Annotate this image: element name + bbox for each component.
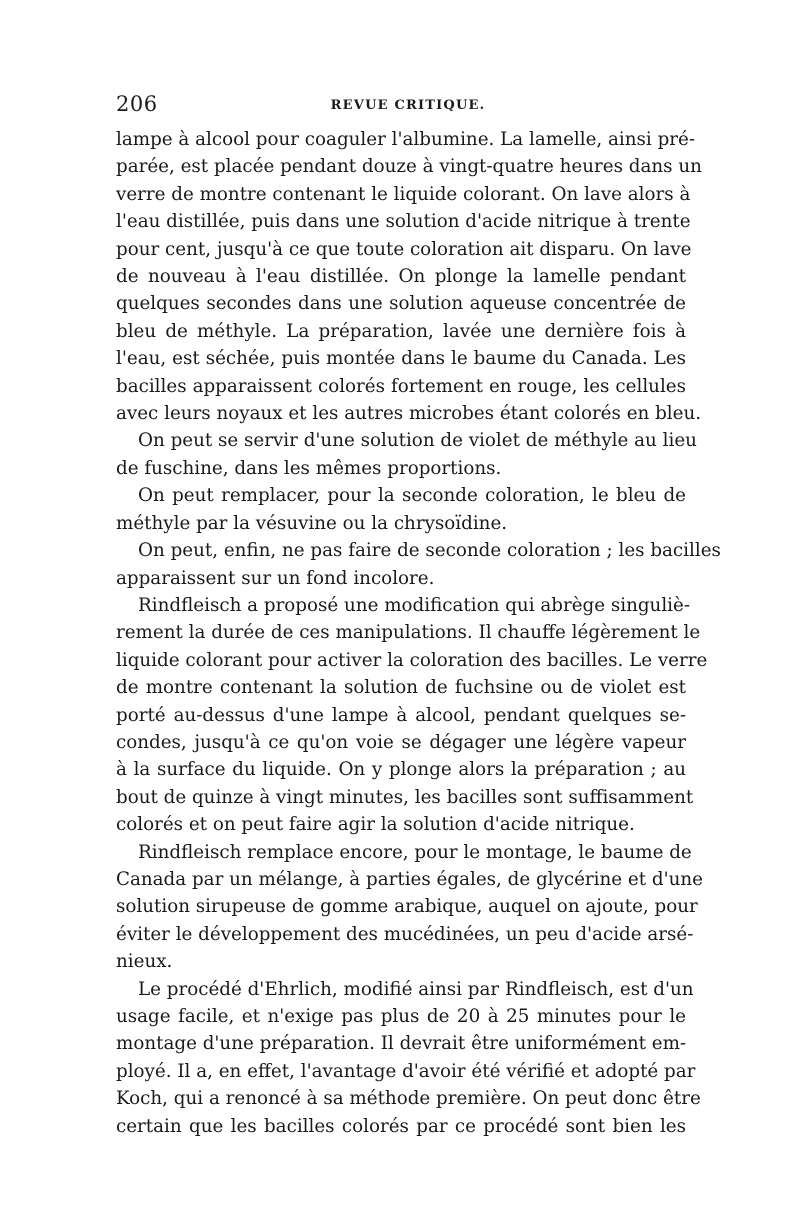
- text-line: apparaissent sur un fond incolore.: [116, 567, 435, 589]
- text-line: montage d'une préparation. Il devrait être uniformément em-: [116, 1033, 687, 1055]
- text-line: ployé. Il a, en effet, l'avantage d'avoir été vérifié et adopté par: [116, 1060, 696, 1082]
- text-line: l'eau distillée, puis dans une solution d'acide nitrique à trente: [116, 211, 691, 233]
- paragraph: [116, 592, 708, 839]
- text-line: bout de quinze à vingt minutes, les bacilles sont suffisamment: [116, 786, 694, 808]
- running-title: REVUE CRITIQUE.: [330, 98, 486, 113]
- text-line: Rindfleisch remplace encore, pour le montage, le baume de: [138, 841, 692, 863]
- page-header: [116, 92, 700, 122]
- text-line: usage facile, et n'exige pas plus de 20 à 25 minutes pour le: [116, 1006, 686, 1027]
- text-line: colorés et on peut faire agir la solution d'acide nitrique.: [116, 814, 635, 836]
- text-line: quelques secondes dans une solution aqueuse concentrée de: [116, 293, 686, 315]
- text-line: certain que les bacilles colorés par ce procédé sont bien les: [116, 1115, 686, 1137]
- text-line: Le procédé d'Ehrlich, modifié ainsi par Rindfleisch, est d'un: [138, 978, 694, 1000]
- text-line: rement la durée de ces manipulations. Il chauffe légèrement le: [116, 622, 701, 644]
- text-line: lampe à alcool pour coaguler l'albumine. La lamelle, ainsi pré-: [116, 129, 696, 150]
- text-line: porté au-dessus d'une lampe à alcool, pendant quelques se-: [116, 704, 686, 726]
- page-number: 206: [116, 92, 158, 116]
- text-line: de nouveau à l'eau distillée. On plonge la lamelle pendant: [116, 266, 686, 288]
- text-line: bacilles apparaissent colorés fortement en rouge, les cellules: [116, 375, 686, 397]
- paragraph: [116, 126, 702, 427]
- paragraph: [116, 427, 697, 482]
- paragraph: [116, 839, 703, 976]
- text-line: avec leurs noyaux et les autres microbes étant colorés en bleu.: [116, 403, 702, 425]
- text-line: Rindfleisch a proposé une modification qui abrège singuliè-: [138, 594, 691, 616]
- text-line: éviter le développement des mucédinées, un peu d'acide arsé-: [116, 923, 694, 945]
- text-line: On peut remplacer, pour la seconde coloration, le bleu de: [138, 485, 686, 507]
- text-line: nieux.: [116, 951, 173, 973]
- text-line: parée, est placée pendant douze à vingt-quatre heures dans un: [116, 156, 702, 178]
- text-line: de montre contenant la solution de fuchsine ou de violet est: [116, 677, 686, 699]
- text-line: On peut se servir d'une solution de violet de méthyle au lieu: [138, 430, 697, 452]
- text-line: On peut, enfin, ne pas faire de seconde coloration ; les bacilles: [138, 540, 721, 562]
- text-line: pour cent, jusqu'à ce que toute coloration ait disparu. On lave: [116, 238, 692, 260]
- text-line: solution sirupeuse de gomme arabique, auquel on ajoute, pour: [116, 896, 698, 918]
- text-line: à la surface du liquide. On y plonge alors la préparation ; au: [116, 759, 686, 781]
- body-text: [116, 126, 721, 1140]
- text-line: Koch, qui a renoncé à sa méthode première. On peut donc être: [116, 1088, 701, 1110]
- text-line: bleu de méthyle. La préparation, lavée une dernière fois à: [116, 320, 686, 342]
- text-line: verre de montre contenant le liquide colorant. On lave alors à: [116, 183, 691, 205]
- text-line: liquide colorant pour activer la coloration des bacilles. Le verre: [116, 649, 708, 671]
- paragraph: [116, 482, 686, 537]
- text-line: de fuschine, dans les mêmes proportions.: [116, 457, 502, 479]
- text-line: l'eau, est séchée, puis montée dans le baume du Canada. Les: [116, 348, 686, 370]
- paragraph: [116, 976, 701, 1140]
- text-line: condes, jusqu'à ce qu'on voie se dégager une légère vapeur: [116, 731, 686, 753]
- text-line: méthyle par la vésuvine ou la chrysoïdine.: [116, 512, 508, 534]
- paragraph: [116, 537, 721, 592]
- text-line: Canada par un mélange, à parties égales, de glycérine et d'une: [116, 868, 703, 890]
